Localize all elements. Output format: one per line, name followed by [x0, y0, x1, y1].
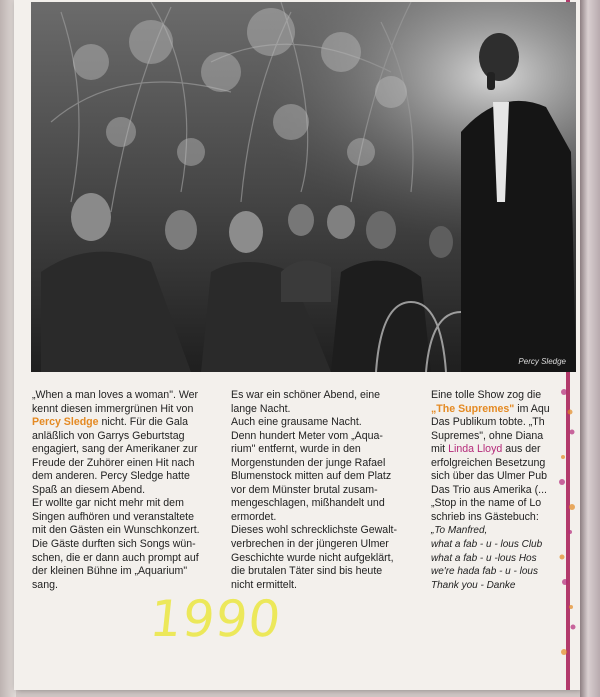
text-line: rium" entfernt, wurde in den	[231, 443, 361, 456]
concert-photo	[31, 2, 576, 372]
text-line: vor dem Münster brutal zusam-	[231, 483, 378, 496]
text-line: der kleinen Bühne im „Aquarium"	[32, 565, 188, 578]
text-line	[431, 443, 550, 457]
guestbook-quote-line: Thank you - Danke	[431, 579, 516, 591]
text-line: schen, die er dann auch prompt auf	[32, 551, 199, 564]
photo-illustration	[31, 2, 576, 372]
text-line: Blumenstock mitten auf dem Platz	[231, 470, 392, 483]
text-line: mit den Gästen ein Wunschkonzert.	[32, 524, 200, 537]
guestbook-quote-line: what a fab - u -lous Hos	[431, 552, 537, 564]
highlighted-name: Percy Sledge	[32, 416, 99, 429]
text-line: anläßlich von Garrys Geburtstag	[32, 429, 185, 442]
highlighted-name: „The Supremes"	[431, 402, 515, 415]
text-line: Das Publikum tobte. „Th	[431, 416, 545, 429]
text-line: Es war ein schöner Abend, eine	[231, 389, 380, 401]
text-line: Geschichte wurde nicht aufgeklärt,	[231, 551, 394, 564]
text-line: Das Trio aus Amerika (...	[431, 483, 547, 496]
text-line: sang.	[32, 578, 58, 591]
article-column-2	[231, 389, 397, 592]
audience-silhouettes	[41, 193, 453, 372]
guestbook-quote-line: we're hada fab - u - lous	[431, 566, 538, 578]
guestbook-quote-line: what a fab - u - lous Club	[431, 539, 543, 551]
text-line: Dieses wohl schrecklichste Gewalt-	[231, 524, 398, 537]
text-line: Singen aufhören und veranstaltete	[32, 510, 194, 523]
text-line: kennt diesen immergrünen Hit von	[32, 402, 194, 415]
text-line: Auch eine grausame Nacht.	[231, 416, 362, 429]
text-line: verbrechen in der jüngeren Ulmer	[231, 538, 389, 551]
adjacent-page-edge	[580, 0, 600, 697]
text-line: Morgenstunden der junge Rafael	[231, 456, 386, 469]
photo-credit: Percy Sledge	[518, 357, 566, 366]
text-line: nicht ermittelt.	[231, 578, 297, 591]
text-line: dem anderen. Percy Sledge hatte	[32, 470, 190, 483]
text-line: Freude der Zuhörer einen Hit nach	[32, 456, 195, 469]
text-line	[32, 416, 200, 430]
text-segment: im Aqu	[514, 402, 550, 415]
adjacent-page-decoration	[556, 372, 580, 672]
text-segment: aus der	[502, 443, 541, 456]
text-line: Supremes", ohne Diana	[431, 429, 544, 442]
year-stamp: 1990	[146, 590, 285, 648]
text-line: lange Nacht.	[231, 402, 291, 415]
text-line	[431, 403, 550, 417]
text-line: schrieb ins Gästebuch:	[431, 510, 539, 523]
text-line: die brutalen Täter sind bis heute	[231, 565, 383, 578]
article-column-3	[431, 389, 550, 592]
text-line: engagiert, sang der Amerikaner zur	[32, 443, 198, 456]
guestbook-quote-line: „To Manfred,	[431, 525, 488, 537]
highlighted-name: Linda Lloyd	[448, 443, 503, 456]
text-line: Eine tolle Show zog die	[431, 389, 542, 401]
article-column-1	[32, 389, 200, 592]
text-line: „Stop in the name of Lo	[431, 497, 542, 510]
text-line: erfolgreichen Besetzung	[431, 456, 546, 469]
text-segment: nicht. Für die Gala	[98, 416, 189, 429]
text-line: Er wollte gar nicht mehr mit dem	[32, 497, 184, 510]
text-segment: mit	[431, 443, 449, 456]
text-line: ermordet.	[231, 510, 277, 523]
text-line: Spaß an diesem Abend.	[32, 483, 146, 496]
text-line: Die Gäste durften sich Songs wün-	[32, 538, 196, 551]
text-line: „When a man loves a woman". Wer	[32, 389, 199, 401]
text-line: Denn hundert Meter vom „Aqua-	[231, 429, 383, 442]
text-line: sich über das Ulmer Pub	[431, 470, 547, 483]
text-line: mengeschlagen, mißhandelt und	[231, 497, 385, 510]
